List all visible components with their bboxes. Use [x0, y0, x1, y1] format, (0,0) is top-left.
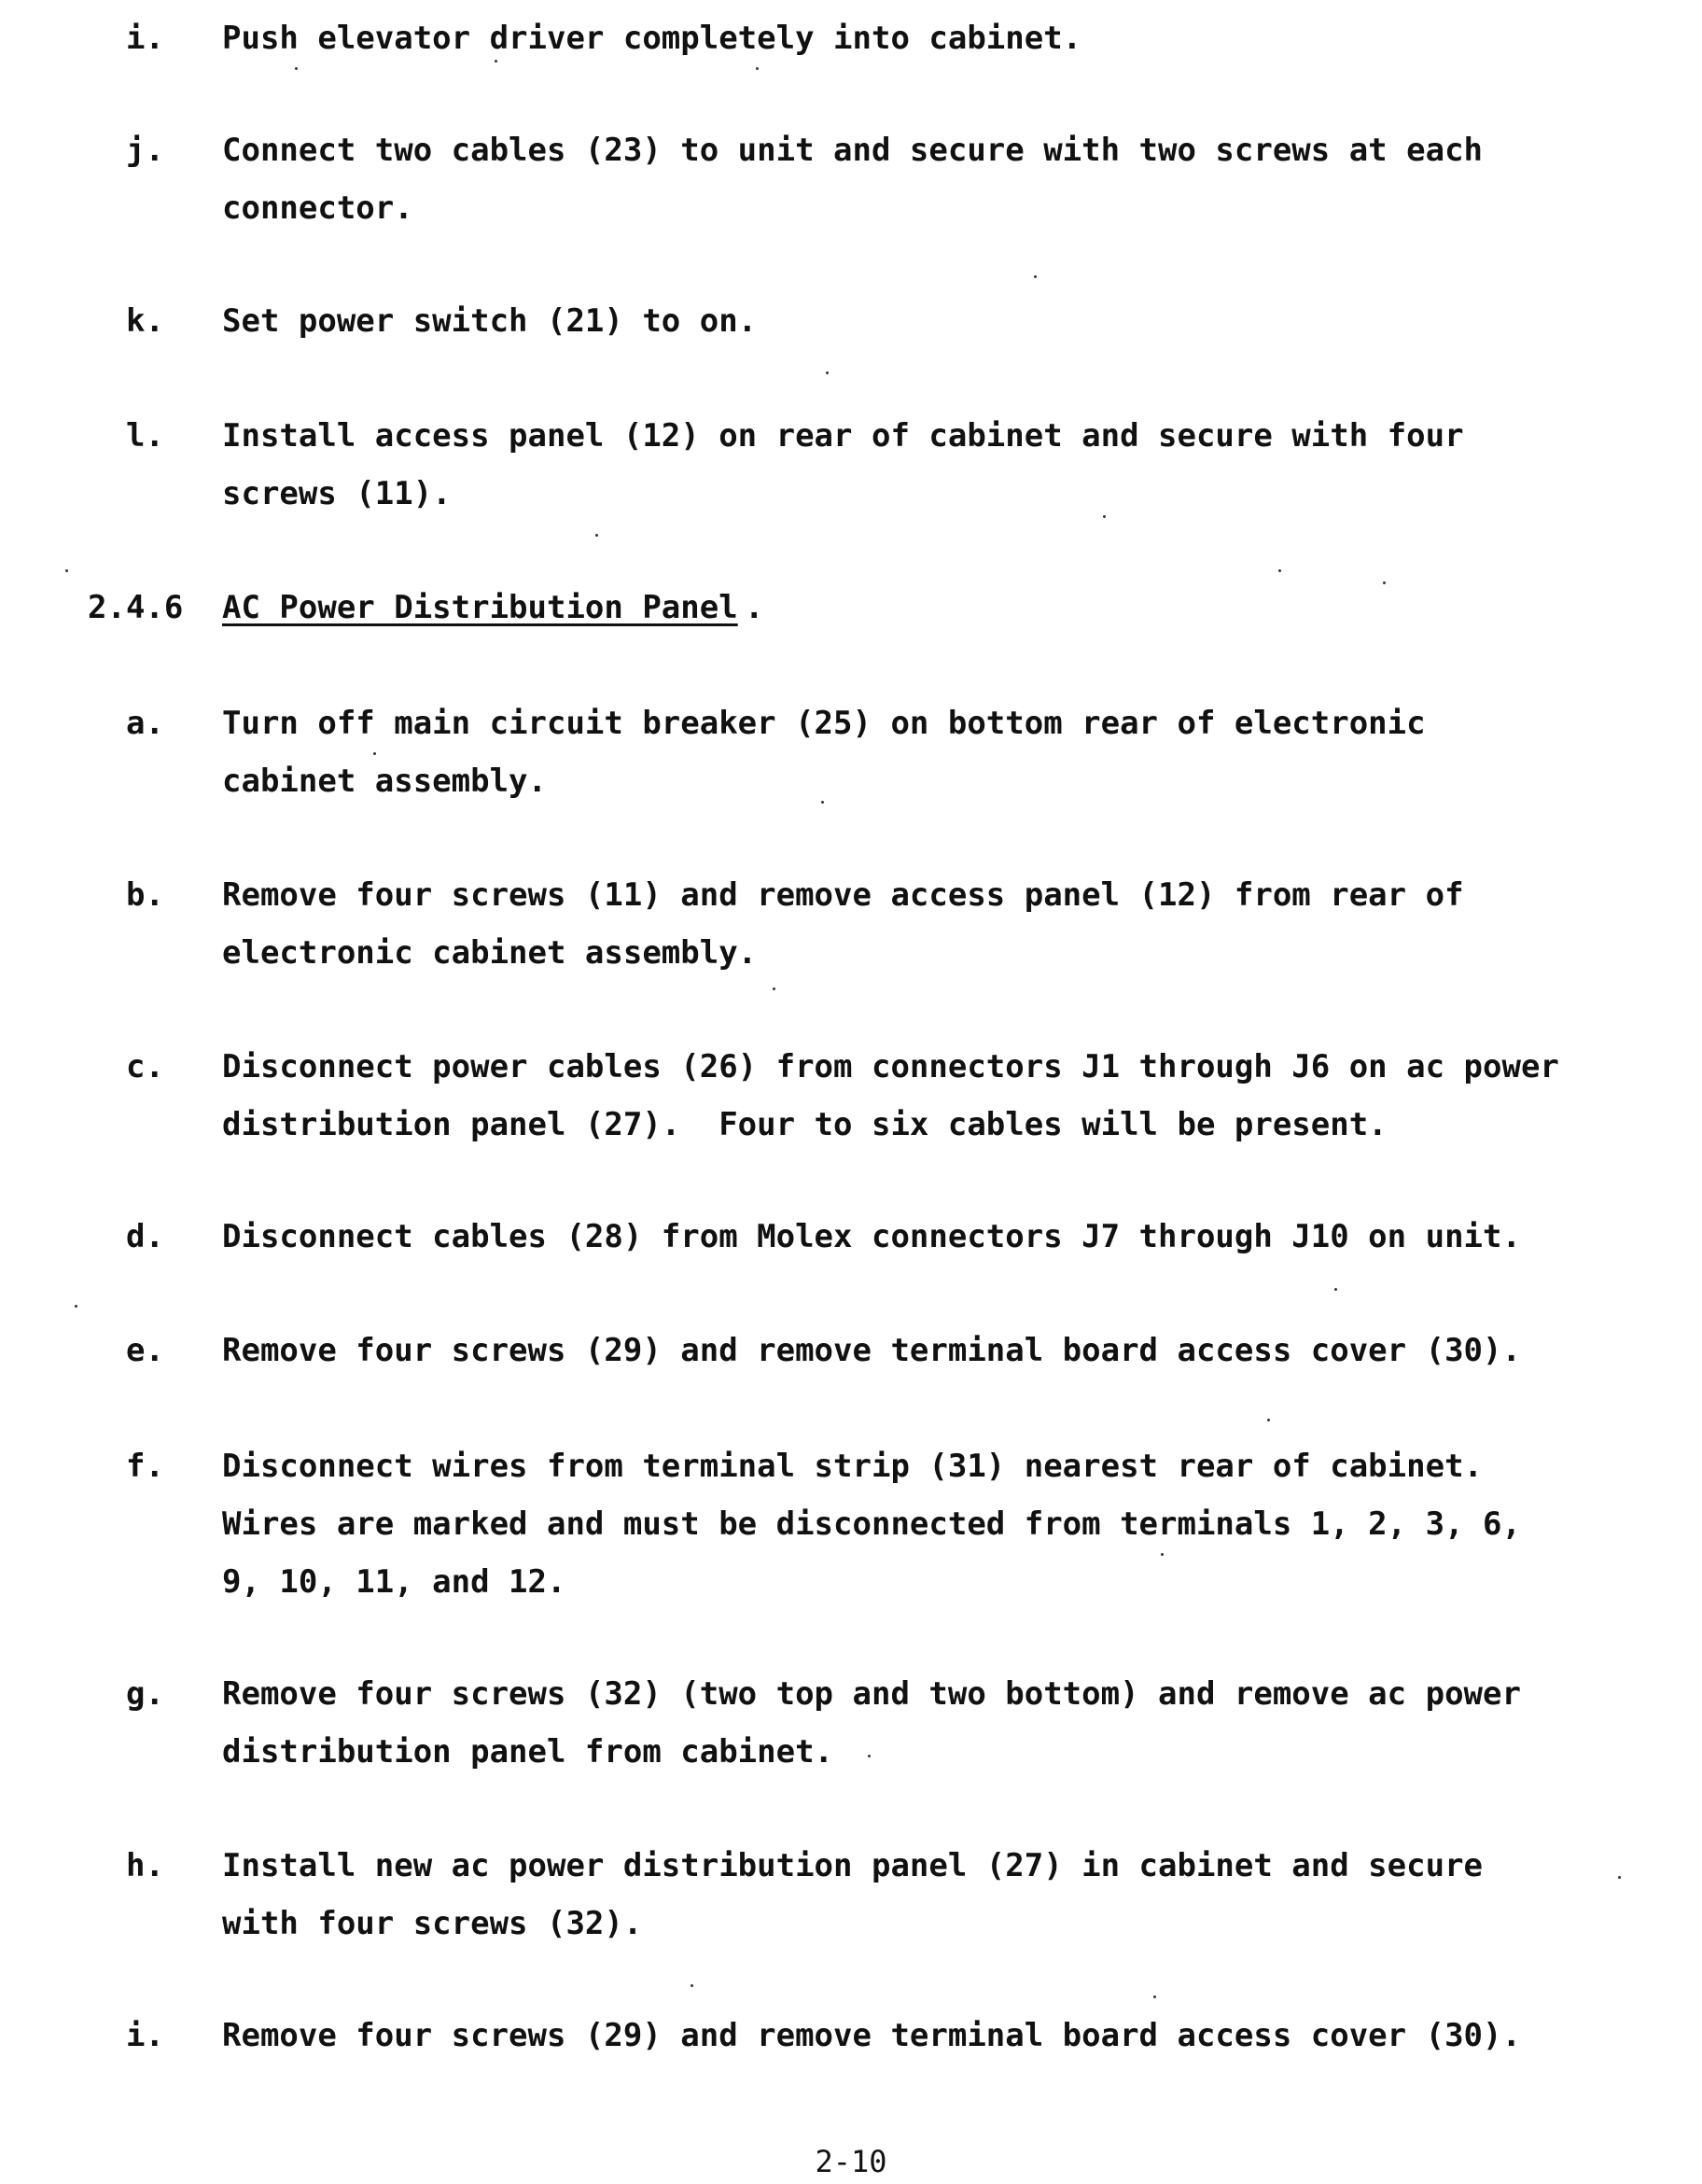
scan-speck: [65, 569, 68, 572]
step-text: Turn off main circuit breaker (25) on bottom rear of electronic cabinet assembly.: [222, 694, 1622, 810]
scan-speck: [1383, 581, 1386, 584]
scan-speck: [373, 752, 376, 755]
section-number: 2.4.6: [88, 579, 183, 637]
section-title-text: AC Power Distribution Panel: [222, 589, 738, 626]
step-marker: b.: [126, 866, 164, 924]
step-marker: g.: [126, 1665, 164, 1723]
document-page: [0, 0, 1702, 2184]
step-text: Connect two cables (23) to unit and secure with two screws at each connector.: [222, 121, 1622, 237]
step-text: Disconnect power cables (26) from connectors J1 through J6 on ac power distribution panel (27). Four to six cables will be present.: [222, 1038, 1622, 1154]
step-text: Remove four screws (29) and remove terminal board access cover (30).: [222, 1322, 1622, 1379]
scan-speck: [868, 1755, 871, 1757]
step-marker: e.: [126, 1322, 164, 1379]
section-title: [222, 579, 738, 637]
scan-speck: [1103, 515, 1106, 518]
scan-speck: [1334, 1288, 1337, 1291]
step-marker: c.: [126, 1038, 164, 1096]
scan-speck: [1161, 1553, 1164, 1556]
step-marker: l.: [126, 407, 164, 465]
scan-speck: [691, 1984, 693, 1987]
page-number: 2-10: [0, 2143, 1702, 2180]
scan-speck: [1278, 569, 1281, 572]
step-text: Disconnect cables (28) from Molex connectors J7 through J10 on unit.: [222, 1208, 1622, 1266]
step-marker: h.: [126, 1837, 164, 1895]
scan-speck: [826, 371, 829, 374]
scan-speck: [595, 534, 598, 537]
scan-speck: [75, 1305, 77, 1308]
step-text: Remove four screws (11) and remove access panel (12) from rear of electronic cabinet assembly.: [222, 866, 1622, 982]
step-marker: i.: [126, 9, 164, 67]
scan-speck: [1153, 1995, 1156, 1998]
step-text: Remove four screws (32) (two top and two bottom) and remove ac power distribution panel from cabinet.: [222, 1665, 1622, 1781]
step-text: Install new ac power distribution panel (27) in cabinet and secure with four screws (32).: [222, 1837, 1622, 1953]
scan-speck: [821, 801, 824, 804]
scan-speck: [1618, 1876, 1621, 1879]
step-marker: j.: [126, 121, 164, 179]
scan-speck: [1034, 275, 1037, 278]
step-marker: k.: [126, 292, 164, 350]
scan-speck: [495, 60, 497, 63]
scan-speck: [773, 987, 775, 990]
section-title-suffix: .: [745, 579, 763, 637]
step-marker: a.: [126, 694, 164, 752]
scan-speck: [295, 67, 298, 70]
step-text: Push elevator driver completely into cabinet.: [222, 9, 1622, 67]
step-text: Install access panel (12) on rear of cabinet and secure with four screws (11).: [222, 407, 1622, 523]
step-text: Disconnect wires from terminal strip (31) nearest rear of cabinet. Wires are marked and must be disconnected from terminals 1, 2, 3, 6, 9, 10, 11, and 12.: [222, 1437, 1622, 1611]
step-marker: i.: [126, 2007, 164, 2065]
step-marker: d.: [126, 1208, 164, 1266]
step-text: Remove four screws (29) and remove terminal board access cover (30).: [222, 2007, 1622, 2065]
scan-speck: [756, 67, 759, 70]
step-text: Set power switch (21) to on.: [222, 292, 1622, 350]
step-marker: f.: [126, 1437, 164, 1495]
scan-speck: [1267, 1419, 1270, 1421]
